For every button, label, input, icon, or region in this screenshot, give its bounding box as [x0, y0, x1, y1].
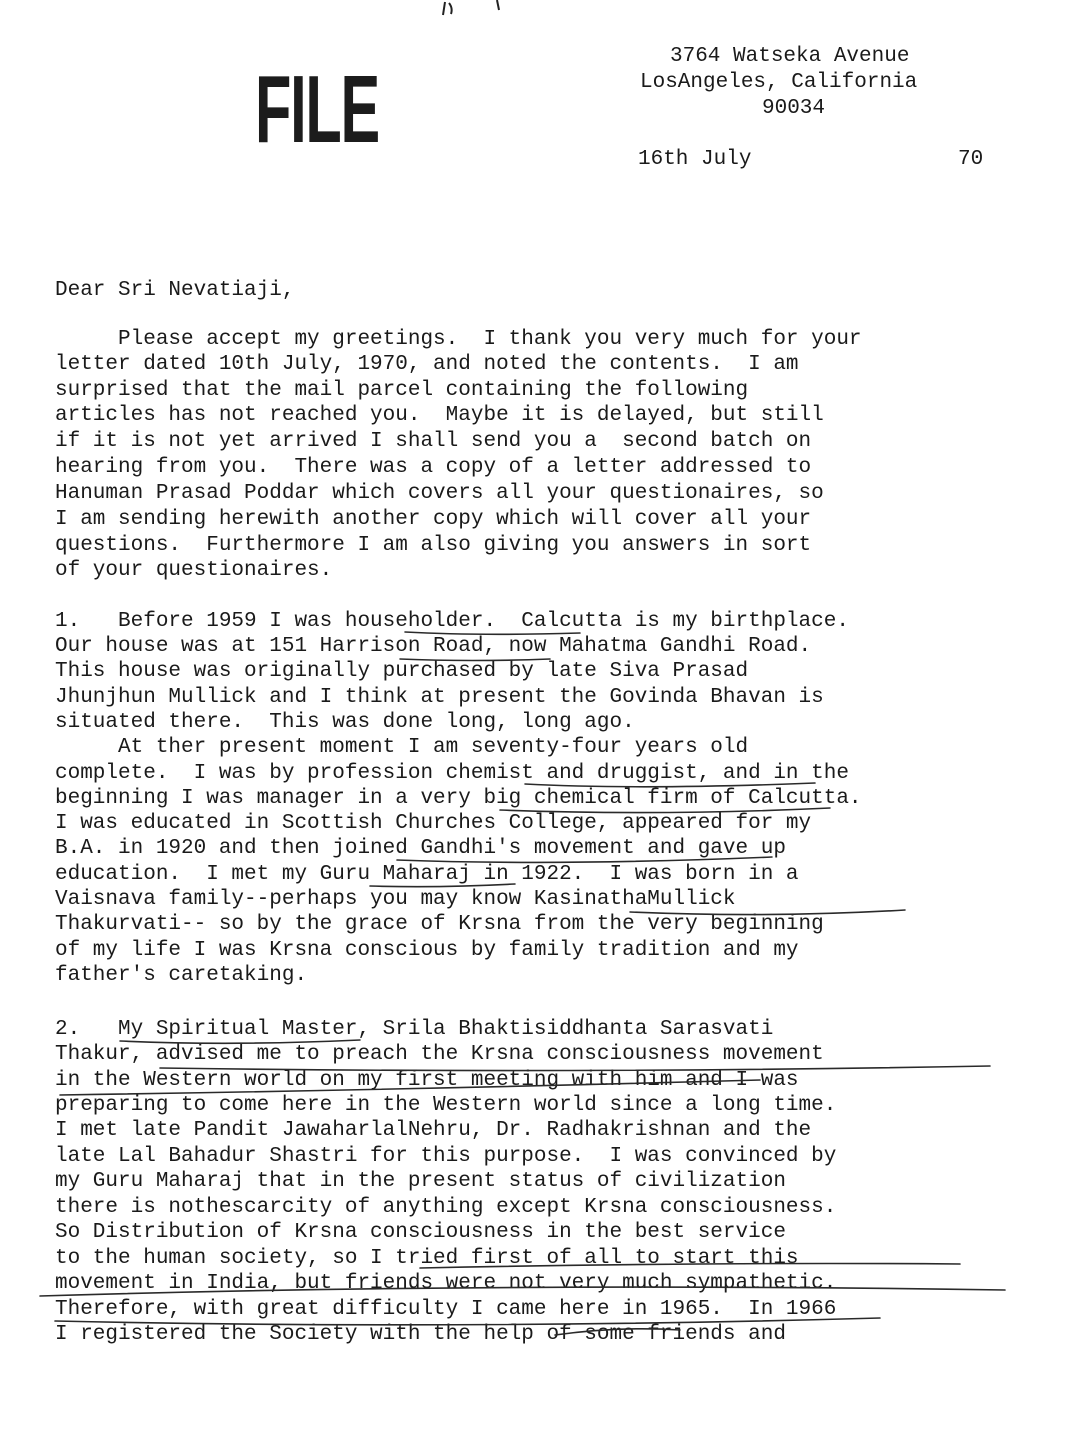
body-line: complete. I was by profession chemist and druggist, and in the: [55, 762, 849, 785]
body-line: if it is not yet arrived I shall send you a second batch on: [55, 430, 812, 453]
body-line: 2. My Spiritual Master, Srila Bhaktisiddhanta Sarasvati: [55, 1018, 774, 1041]
body-line: my Guru Maharaj that in the present status of civilization: [55, 1170, 786, 1193]
body-line: beginning I was manager in a very big chemical firm of Calcutta.: [55, 787, 862, 810]
address-city: LosAngeles, California: [640, 71, 918, 94]
body-line: education. I met my Guru Maharaj in 1922. I was born in a: [55, 863, 799, 886]
body-line: I was educated in Scottish Churches College, appeared for my: [55, 812, 812, 835]
address-zip: 90034: [762, 97, 826, 120]
date-day-month: 16th July: [638, 148, 752, 171]
body-line: At ther present moment I am seventy-four years old: [55, 736, 749, 759]
body-line: articles has not reached you. Maybe it is delayed, but still: [55, 404, 824, 427]
body-line: Thakur, advised me to preach the Krsna consciousness movement: [55, 1043, 824, 1066]
body-line: This house was originally purchased by late Siva Prasad: [55, 660, 749, 683]
salutation: Dear Sri Nevatiaji,: [55, 279, 295, 302]
address-street: 3764 Watseka Avenue: [670, 45, 910, 68]
body-line: I met late Pandit JawaharlalNehru, Dr. Radhakrishnan and the: [55, 1119, 812, 1142]
body-line: hearing from you. There was a copy of a letter addressed to: [55, 456, 812, 479]
file-stamp: FILE: [255, 56, 379, 163]
body-line: Therefore, with great difficulty I came here in 1965. In 1966: [55, 1298, 837, 1321]
body-line: B.A. in 1920 and then joined Gandhi's movement and gave up: [55, 837, 786, 860]
body-line: of your questionaires.: [55, 559, 333, 582]
body-line: Please accept my greetings. I thank you very much for your: [55, 328, 862, 351]
body-line: Hanuman Prasad Poddar which covers all your questionaires, so: [55, 482, 824, 505]
body-line: Thakurvati-- so by the grace of Krsna from the very beginning: [55, 913, 824, 936]
body-line: movement in India, but friends were not very much sympathetic.: [55, 1272, 837, 1295]
body-line: in the Western world on my first meeting with him and I was: [55, 1069, 799, 1092]
body-line: Jhunjhun Mullick and I think at present the Govinda Bhavan is: [55, 686, 824, 709]
handwritten-mark: [437, 0, 517, 16]
body-line: there is nothescarcity of anything except Krsna consciousness.: [55, 1196, 837, 1219]
body-line: of my life I was Krsna conscious by family tradition and my: [55, 939, 799, 962]
body-line: I am sending herewith another copy which will cover all your: [55, 508, 812, 531]
body-line: 1. Before 1959 I was householder. Calcutta is my birthplace.: [55, 610, 849, 633]
body-line: surprised that the mail parcel containing the following: [55, 379, 749, 402]
body-line: I registered the Society with the help of some friends and: [55, 1323, 786, 1346]
body-line: to the human society, so I tried first of all to start this: [55, 1247, 799, 1270]
body-line: Our house was at 151 Harrison Road, now Mahatma Gandhi Road.: [55, 635, 812, 658]
body-line: father's caretaking.: [55, 964, 308, 987]
body-line: letter dated 10th July, 1970, and noted the contents. I am: [55, 353, 799, 376]
body-line: questions. Furthermore I am also giving you answers in sort: [55, 534, 812, 557]
body-line: Vaisnava family--perhaps you may know KasinathaMullick: [55, 888, 736, 911]
body-line: preparing to come here in the Western world since a long time.: [55, 1094, 837, 1117]
body-line: late Lal Bahadur Shastri for this purpose. I was convinced by: [55, 1145, 837, 1168]
body-line: situated there. This was done long, long ago.: [55, 711, 635, 734]
date-year: 70: [958, 148, 984, 171]
body-line: So Distribution of Krsna consciousness in the best service: [55, 1221, 786, 1244]
